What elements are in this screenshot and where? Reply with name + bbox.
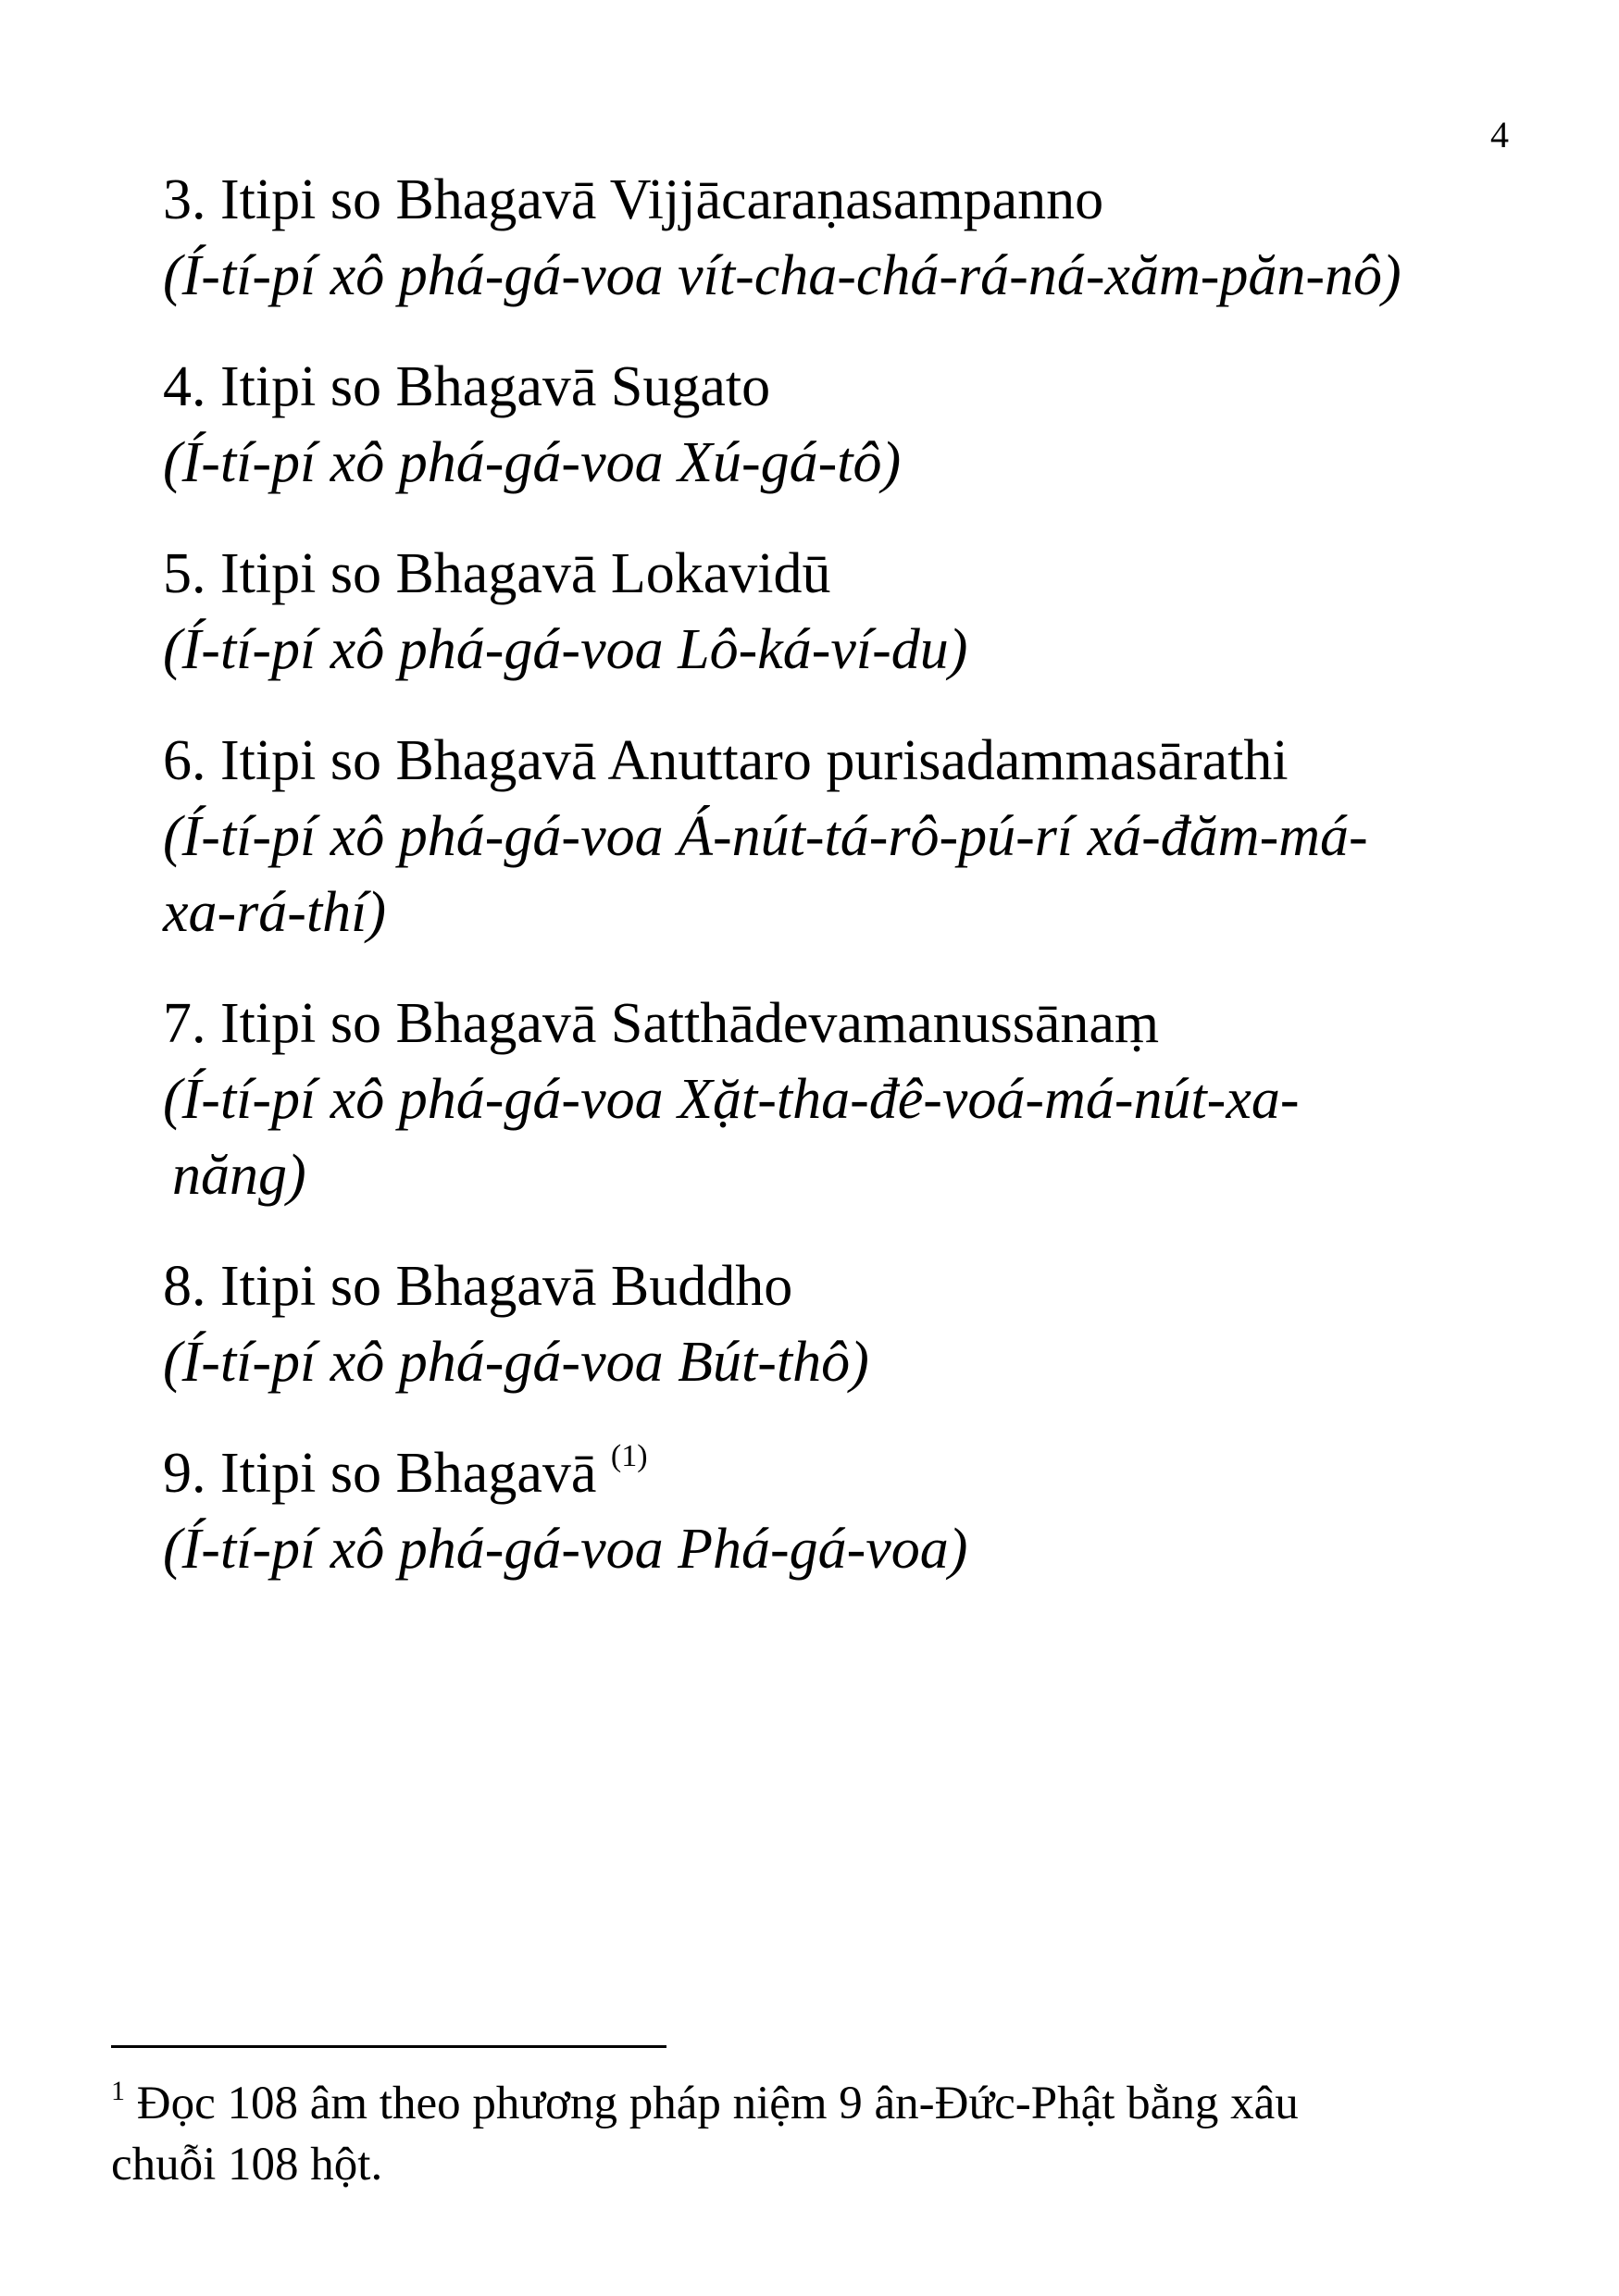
pali-text [163,1435,1533,1511]
pali-text: 7. Itipi so Bhagavā Satthādevamanussānaṃ [163,992,1160,1055]
pronunciation-line: (Í-tí-pí xô phá-gá-voa vít-cha-chá-rá-ná-xăm-păn-nô) [163,244,1401,307]
verse-3 [163,162,1533,314]
verse-4 [163,349,1533,501]
pronunciation [163,612,1533,688]
pronunciation-line: (Í-tí-pí xô phá-gá-voa Phá-gá-voa) [163,1518,968,1581]
verse-8 [163,1248,1533,1400]
pali-text: 6. Itipi so Bhagavā Anuttaro purisadammasārathi [163,729,1289,792]
pronunciation-line: (Í-tí-pí xô phá-gá-voa Xặt-tha-đê-voá-má-nút-xa- [163,1068,1300,1131]
pali-text-main: 9. Itipi so Bhagavā [163,1442,597,1505]
pali-text: 5. Itipi so Bhagavā Lokavidū [163,542,831,605]
footnote-reference: (1) [610,1439,648,1473]
footnote-marker: 1 [111,2076,125,2106]
verse-list [163,162,1533,1622]
pronunciation-line: xa-rá-thí) [163,881,387,944]
pronunciation [163,1324,1533,1400]
footnote [111,2073,1490,2195]
pronunciation-line: (Í-tí-pí xô phá-gá-voa Lô-ká-ví-du) [163,618,968,681]
footnote-text: Đọc 108 âm theo phương pháp niệm 9 ân-Đức-Phật bằng xâu [136,2078,1299,2129]
footnote-line: chuỗi 108 hột. [111,2139,383,2191]
pali-text: 3. Itipi so Bhagavā Vijjācaraṇasampanno [163,168,1104,231]
pali-text: 8. Itipi so Bhagavā Buddho [163,1255,793,1318]
pali-text: 4. Itipi so Bhagavā Sugato [163,355,771,418]
verse-7 [163,986,1533,1213]
verse-5 [163,536,1533,688]
pronunciation [163,799,1533,950]
page-number: 4 [1490,114,1509,155]
pronunciation-line: (Í-tí-pí xô phá-gá-voa Á-nút-tá-rô-pú-rí xá-đăm-má- [163,805,1368,868]
verse-9 [163,1435,1533,1587]
pronunciation [163,1061,1533,1213]
footnote-separator [111,2045,666,2048]
pronunciation [163,1511,1533,1587]
pronunciation-line: (Í-tí-pí xô phá-gá-voa Bút-thô) [163,1331,869,1394]
pronunciation-line: (Í-tí-pí xô phá-gá-voa Xú-gá-tô) [163,431,902,494]
verse-6 [163,723,1533,950]
pronunciation [163,238,1533,314]
pronunciation-line: năng) [172,1144,306,1207]
footnote-line [111,2073,1490,2134]
pronunciation [163,425,1533,501]
